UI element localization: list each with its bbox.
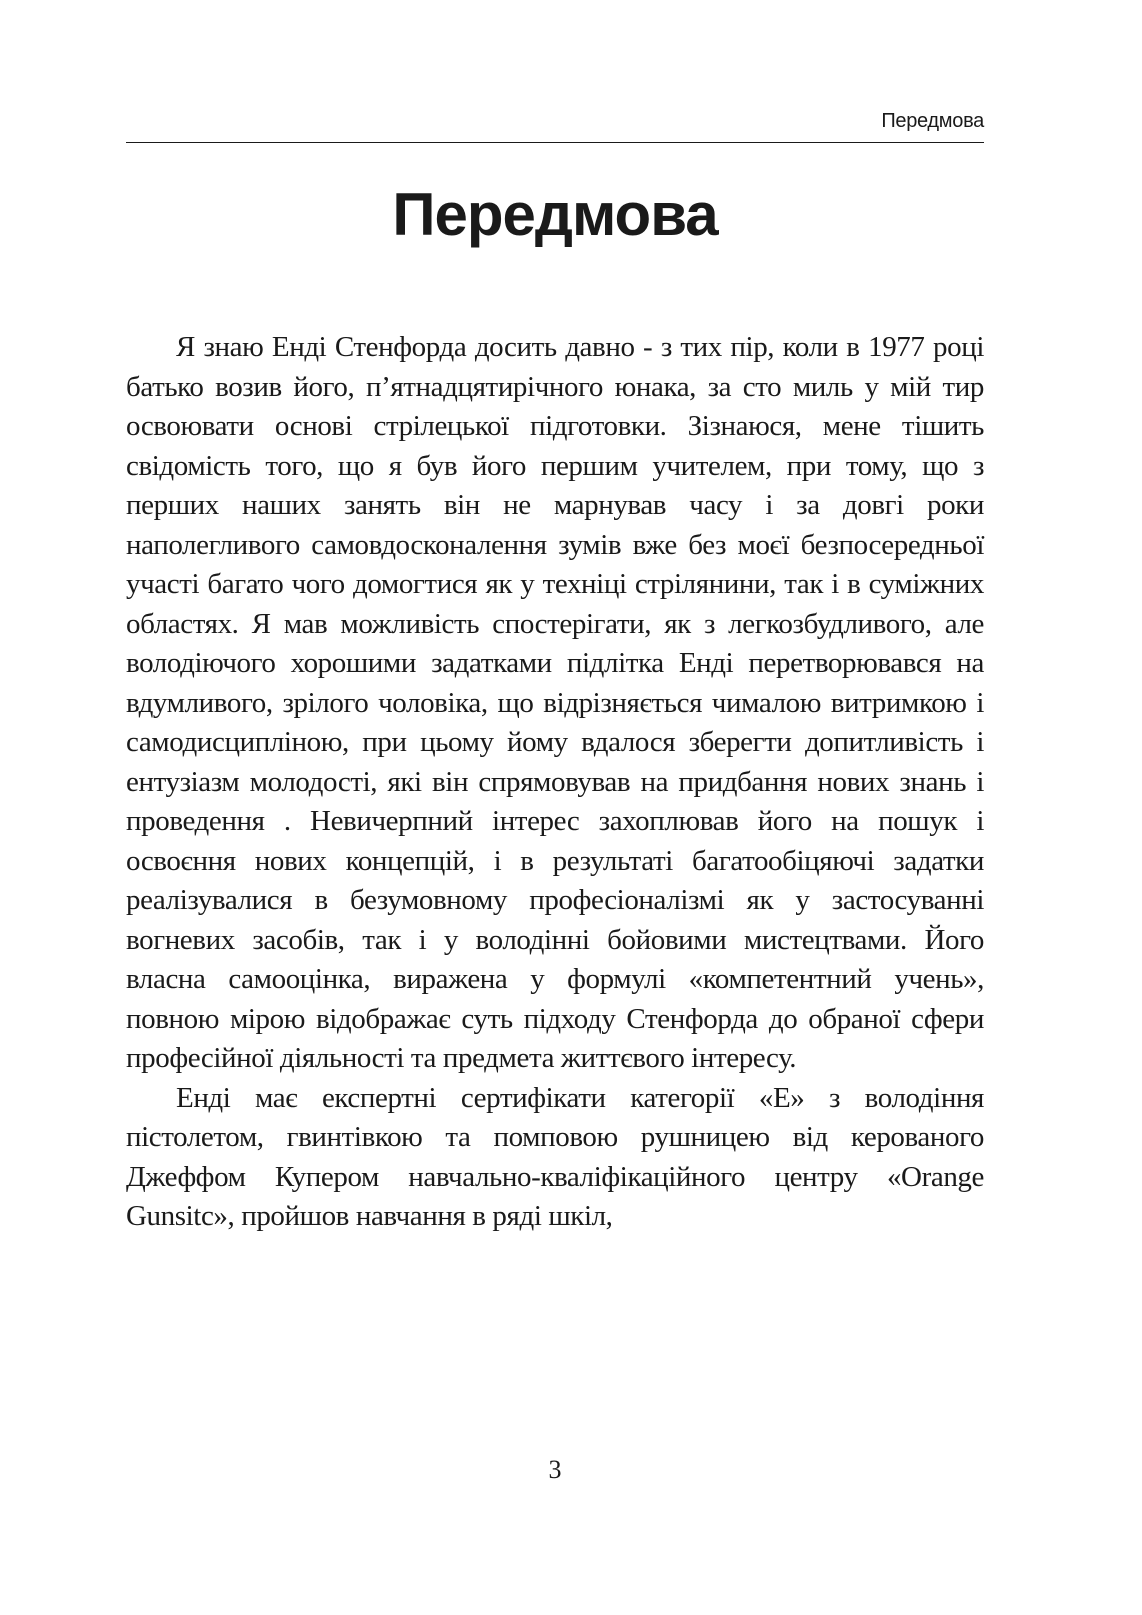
chapter-title: Передмова: [392, 181, 718, 248]
running-header: Передмова: [881, 110, 984, 132]
paragraph: Енді має експертні сертифікати категорії «Е» з володіння пістолетом, гвинтівкою та помповою рушницею від керованого Джеффом Купером навчально-кваліфікаційного центру «Orange Gunsitc», пройшов навчання в ряді шкіл,: [126, 1081, 984, 1232]
body-text: [126, 328, 984, 1237]
page-number: 3: [548, 1455, 562, 1484]
paragraph: Я знаю Енді Стенфорда досить давно - з тих пір, коли в 1977 році батько возив його, п’ятнадцятирічного юнака, за сто миль у мій тир освоювати основі стрілецької підготовки. Зізнаюся, мене тішить свідомість того, що я був його першим учителем, при тому, що з перших наших занять він не марнував часу і за довгі роки наполегливого самовдосконалення зумів вже без моєї безпосередньої участі багато чого домогтися як у техніці стрілянини, так і в суміжних областях. Я мав можливість спостерігати, як з легкозбудливого, але володіючого хорошими задатками підлітка Енді перетворювався на вдумливого, зрілого чоловіка, що відрізняється чималою витримкою і самодисципліною, при цьому йому вдалося зберегти допитливість і ентузіазм молодості, які він спрямовував на придбання нових знань і проведення . Невичерпний інтерес захоплював його на пошук і освоєння нових концепцій, і в результаті багатообіцяючі задатки реалізувалися в безумовному професіоналізмі як у застосуванні вогневих засобів, так і у володінні бойовими мистецтвами. Його власна самооцінка, виражена у формулі «компетентний учень», повною мірою відображає суть підходу Стенфорда до обраної сфери професійної діяльності та предмета життєвого інтересу.: [126, 331, 984, 1074]
header-rule: [126, 142, 984, 143]
